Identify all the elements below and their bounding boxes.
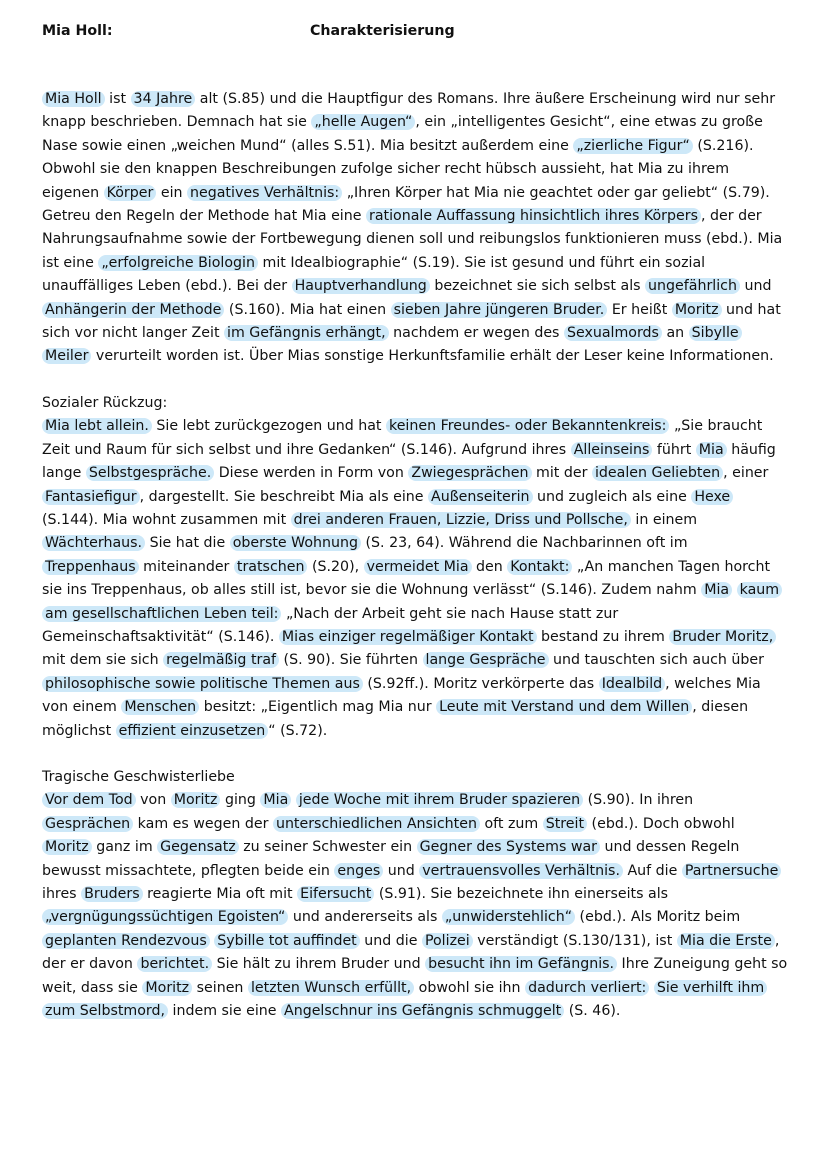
highlighted-text: Mia Holl <box>42 91 105 107</box>
text-run: , welches Mia von einem <box>42 675 761 716</box>
highlighted-text: „unwiderstehlich“ <box>442 909 575 925</box>
text-run: , dargestellt. Sie beschreibt Mia als eine <box>139 488 429 505</box>
highlighted-text: lange Gespräche <box>423 652 549 668</box>
text-run: „Ihren Körper hat Mia nie geachtet oder gar geliebt“ (S.79). Getreu den Regeln der Methode hat Mia eine <box>42 184 770 225</box>
highlighted-text: Mia <box>696 442 727 458</box>
highlighted-text: Wächterhaus. <box>42 535 145 551</box>
text-run: an <box>661 325 689 342</box>
text-run: mit dem sie sich <box>42 652 164 669</box>
text-run: und <box>383 862 420 879</box>
highlighted-text: Selbstgespräche. <box>86 465 214 481</box>
highlighted-text: Leute mit Verstand und dem Willen <box>436 699 692 715</box>
text-run: Ihre Zuneigung geht so weit, dass sie <box>42 956 788 996</box>
text-run: (S.20), <box>307 558 364 575</box>
text-run: oft zum <box>479 815 543 832</box>
text-run: (S. 23, 64). Während die Nachbarinnen oft im <box>361 535 688 552</box>
highlighted-text: Moritz <box>42 839 92 855</box>
highlighted-text: Gesprächen <box>42 816 133 832</box>
text-run: häufig lange <box>42 441 776 482</box>
highlighted-text: geplanten Rendezvous <box>42 933 210 949</box>
highlighted-text: Bruder Moritz, <box>669 629 776 645</box>
text-run: Diese werden in Form von <box>214 465 409 482</box>
highlighted-text: Alleinseins <box>571 442 653 458</box>
highlighted-text: Sibylle Meiler <box>42 325 742 364</box>
highlighted-text: kaum am gesellschaftlichen Leben teil: <box>42 582 782 621</box>
text-run: (ebd.). Doch obwohl <box>587 815 735 832</box>
highlighted-text: dadurch verliert: <box>525 980 649 996</box>
highlighted-text: sieben Jahre jüngeren Bruder. <box>391 302 608 318</box>
text-run: und hat sich vor nicht langer Zeit <box>42 301 781 342</box>
text-run: ganz im <box>91 839 158 856</box>
highlighted-text: effizient einzusetzen <box>116 723 269 739</box>
highlighted-text: berichtet. <box>137 956 212 972</box>
highlighted-text: Körper <box>104 185 157 201</box>
text-run: , der der Nahrungsaufnahme sowie der Fortbewegung dienen soll und reibungslos funktionieren muss (ebd.). Mia ist eine <box>42 208 783 271</box>
text-run: zu seiner Schwester ein <box>238 839 417 856</box>
text-run: den <box>471 558 508 575</box>
highlighted-text: vertrauensvolles Verhältnis. <box>419 863 623 879</box>
text-run: ein <box>156 184 188 201</box>
section-heading-social-withdrawal: Sozialer Rückzug: <box>42 394 168 411</box>
highlighted-text: Sexualmords <box>564 325 662 341</box>
text-run: (S.216). Obwohl sie den knappen Beschreibungen zufolge sicher recht hübsch aussieht, hat Mia zu ihrem eigenen <box>42 137 754 201</box>
document-title: Charakterisierung <box>310 23 455 39</box>
document-header <box>42 20 788 44</box>
text-run: indem sie eine <box>168 1003 281 1020</box>
text-run: Sie hat die <box>145 535 230 552</box>
text-run: seinen <box>192 979 248 996</box>
highlighted-text: Idealbild <box>599 676 665 692</box>
text-run: verurteilt worden ist. Über Mias sonstige Herkunftsfamilie erhält der Leser keine Informationen. <box>91 348 774 365</box>
highlighted-text: besucht ihn im Gefängnis. <box>425 956 617 972</box>
paragraph-sibling-love <box>42 789 788 1023</box>
highlighted-text: Kontakt: <box>507 559 572 575</box>
text-run: , einer <box>723 465 769 482</box>
text-run: „An manchen Tagen horcht sie ins Treppenhaus, ob alles still ist, bevor sie die Wohnung verlässt“ (S.146). Zudem nahm <box>42 558 771 599</box>
text-run: , diesen möglichst <box>42 699 749 739</box>
highlighted-text: „helle Augen“ <box>311 114 415 130</box>
paragraph-intro <box>42 88 788 369</box>
text-run: alt (S.85) und die Hauptfigur des Romans. Ihre äußere Erscheinung wird nur sehr knapp beschrieben. Demnach hat sie <box>42 91 776 131</box>
highlighted-text: Partnersuche <box>682 863 781 879</box>
highlighted-text: oberste Wohnung <box>230 535 361 551</box>
highlighted-text: Sybille tot auffindet <box>214 933 359 949</box>
highlighted-text: drei anderen Frauen, Lizzie, Driss und Pollsche, <box>291 512 631 528</box>
text-run: (S.91). Sie bezeichnete ihn einerseits als <box>374 886 669 902</box>
highlighted-text: tratschen <box>234 559 308 575</box>
text-run: verständigt (S.130/131), ist <box>472 932 677 949</box>
highlighted-text: Hauptverhandlung <box>292 278 430 294</box>
text-run: und <box>739 278 772 295</box>
highlighted-text: Vor dem Tod <box>42 792 136 808</box>
text-run: ist <box>104 91 131 107</box>
text-run: und die <box>359 932 422 949</box>
highlighted-text: Mias einziger regelmäßiger Kontakt <box>279 629 537 645</box>
highlighted-text: Treppenhaus <box>42 559 139 575</box>
text-run: bestand zu ihrem <box>536 628 670 645</box>
highlighted-text: „vergnügungssüchtigen Egoisten“ <box>42 909 288 925</box>
highlighted-text: Bruders <box>81 886 143 902</box>
text-run: (S.160). Mia hat einen <box>224 301 391 318</box>
highlighted-text: Anhängerin der Methode <box>42 302 224 318</box>
highlighted-text: Hexe <box>691 489 733 505</box>
text-run: (ebd.). Als Moritz beim <box>575 909 741 926</box>
highlighted-text: philosophische sowie politische Themen aus <box>42 676 363 692</box>
text-run: „Nach der Arbeit geht sie nach Hause statt zur Gemeinschaftsaktivität“ (S.146). <box>42 605 619 645</box>
highlighted-text: Moritz <box>672 302 722 318</box>
text-run: mit der <box>531 465 592 482</box>
section-heading-sibling-love: Tragische Geschwisterliebe <box>42 768 235 785</box>
highlighted-text: rationale Auffassung hinsichtlich ihres Körpers <box>366 208 701 224</box>
text-run: und tauschten sich auch über <box>548 652 764 669</box>
text-run: nachdem er wegen des <box>388 325 564 342</box>
text-run <box>732 582 737 598</box>
highlighted-text: Mia <box>260 792 291 808</box>
text-run: ging <box>220 792 261 809</box>
highlighted-text: unterschiedlichen Ansichten <box>273 816 480 832</box>
text-run: bezeichnet sie sich selbst als <box>429 278 646 295</box>
highlighted-text: im Gefängnis erhängt, <box>224 325 389 341</box>
text-run: besitzt: „Eigentlich mag Mia nur <box>199 699 437 716</box>
highlighted-text: Polizei <box>422 933 473 949</box>
highlighted-text: Moritz <box>142 980 192 996</box>
text-run: mit Idealbiographie“ (S.19). Sie ist gesund und führt ein sozial unauffälliges Leben (ebd.). Bei der <box>42 254 706 295</box>
text-run: Auf die <box>622 862 682 879</box>
text-run: , der er davon <box>42 932 780 973</box>
text-run: miteinander <box>138 558 234 575</box>
highlighted-text: regelmäßig traf <box>163 652 279 668</box>
text-run: „Sie braucht Zeit und Raum für sich selbst und ihre Gedanken“ (S.146). Aufgrund ihres <box>42 418 763 458</box>
highlighted-text: „erfolgreiche Biologin <box>98 255 258 271</box>
text-run: führt <box>652 441 696 458</box>
highlighted-text: vermeidet Mia <box>364 559 472 575</box>
text-run: und zugleich als eine <box>532 488 692 505</box>
text-run: in einem <box>630 511 698 528</box>
text-run: (S.144). Mia wohnt zusammen mit <box>42 511 291 528</box>
highlighted-text: keinen Freundes- oder Bekanntenkreis: <box>386 418 669 434</box>
highlighted-text: Streit <box>543 816 587 832</box>
highlighted-text: Außenseiterin <box>428 489 532 505</box>
highlighted-text: Sie verhilft ihm zum Selbstmord, <box>42 980 767 1019</box>
highlighted-text: Gegensatz <box>157 839 239 855</box>
paragraph-social-withdrawal <box>42 415 788 743</box>
text-run: und andererseits als <box>288 909 442 926</box>
text-run: (S.92ff.). Moritz verkörperte das <box>362 675 599 692</box>
text-run: (S. 90). Sie führten <box>279 652 423 669</box>
highlighted-text: „zierliche Figur“ <box>573 138 692 154</box>
highlighted-text: Mia die Erste <box>677 933 775 949</box>
highlighted-text: letzten Wunsch erfüllt, <box>248 980 414 996</box>
highlighted-text: Mia lebt allein. <box>42 418 152 434</box>
text-run: und dessen Regeln bewusst missachtete, pflegten beide ein <box>42 839 740 879</box>
text-run: (S. 46). <box>564 1003 621 1020</box>
text-run: Er heißt <box>607 301 672 318</box>
text-run: ihres <box>42 886 82 902</box>
character-name: Mia Holl: <box>42 23 113 39</box>
highlighted-text: Moritz <box>171 792 221 808</box>
highlighted-text: 34 Jahre <box>131 91 196 107</box>
highlighted-text: Mia <box>701 582 732 598</box>
text-run: Sie hält zu ihrem Bruder und <box>212 956 426 973</box>
highlighted-text: Zwiegesprächen <box>408 465 531 481</box>
highlighted-text: idealen Geliebten <box>592 465 723 481</box>
text-run: obwohl sie ihn <box>414 979 526 996</box>
highlighted-text: negatives Verhältnis: <box>187 185 342 201</box>
highlighted-text: Eifersucht <box>297 886 374 902</box>
highlighted-text: Gegner des Systems war <box>417 839 600 855</box>
highlighted-text: Menschen <box>121 699 199 715</box>
text-run: reagierte Mia oft mit <box>142 886 298 902</box>
text-run: kam es wegen der <box>133 815 273 832</box>
text-run: , ein „intelligentes Gesicht“, eine etwas zu große Nase sowie einen „weichen Mund“ (alles S.51). Mia besitzt außerdem eine <box>42 114 763 154</box>
text-run: (S.90). In ihren <box>583 792 694 809</box>
highlighted-text: ungefährlich <box>645 278 740 294</box>
highlighted-text: enges <box>334 863 383 879</box>
highlighted-text: Angelschnur ins Gefängnis schmuggelt <box>281 1003 564 1019</box>
text-run: “ (S.72). <box>268 722 328 739</box>
text-run: Sie lebt zurückgezogen und hat <box>151 418 386 435</box>
highlighted-text: jede Woche mit ihrem Bruder spazieren <box>296 792 583 808</box>
highlighted-text: Fantasiefigur <box>42 489 140 505</box>
text-run: von <box>135 792 171 809</box>
